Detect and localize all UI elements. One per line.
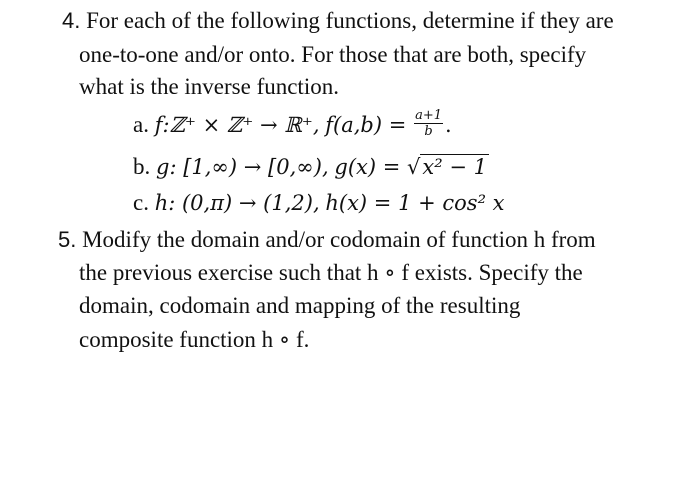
item-b-function: g(x) = √ — [334, 155, 421, 179]
problem-5-text-2: the previous exercise such that h ∘ f exists. Specify the — [79, 260, 583, 285]
item-b-label: b. — [133, 154, 151, 179]
problem-4-text-1: For each of the following functions, determine if they are — [86, 8, 614, 33]
problem-5-line-2 — [79, 258, 583, 288]
problem-4-text-2: one-to-one and/or onto. For those that are both, specify — [79, 42, 587, 67]
item-a-denominator: b — [424, 124, 433, 140]
problem-5-text-4: composite function h ∘ f. — [79, 327, 310, 352]
problem-4-text-3: what is the inverse function. — [79, 74, 339, 99]
item-c-label: c. — [133, 190, 149, 215]
problem-5-text-3: domain, codomain and mapping of the resulting — [79, 293, 521, 318]
item-b — [133, 152, 489, 182]
item-a-fraction — [414, 108, 443, 139]
problem-5-number: 5. — [58, 227, 77, 252]
item-c-domain: h: (0,π) → (1,2), — [154, 191, 320, 215]
item-c — [133, 188, 505, 218]
item-b-sqrt-expression — [334, 152, 489, 182]
item-a-domain: f:ℤ⁺ × ℤ⁺ → ℝ⁺, — [154, 113, 320, 137]
problem-5-line-4 — [79, 325, 309, 355]
problem-5-line-3 — [79, 291, 520, 321]
problem-5-text-1: Modify the domain and/or codomain of function h from — [82, 227, 596, 252]
item-a-function: f(a,b) = — [325, 113, 407, 137]
problem-4-line-1 — [62, 6, 614, 36]
problem-4-number: 4. — [62, 8, 81, 33]
problem-4-line-2 — [79, 40, 586, 70]
item-c-function: h(x) = 1 + cos² x — [325, 191, 505, 215]
item-b-radicand: x² − 1 — [422, 155, 487, 179]
problem-5-line-1 — [58, 225, 596, 255]
problem-4-line-3 — [79, 72, 339, 102]
item-b-domain: g: [1,∞) → [0,∞), — [156, 155, 329, 179]
item-a-label: a. — [133, 112, 149, 137]
item-a — [133, 110, 452, 142]
item-a-numerator: a+1 — [415, 108, 442, 124]
item-a-period: . — [445, 113, 452, 137]
